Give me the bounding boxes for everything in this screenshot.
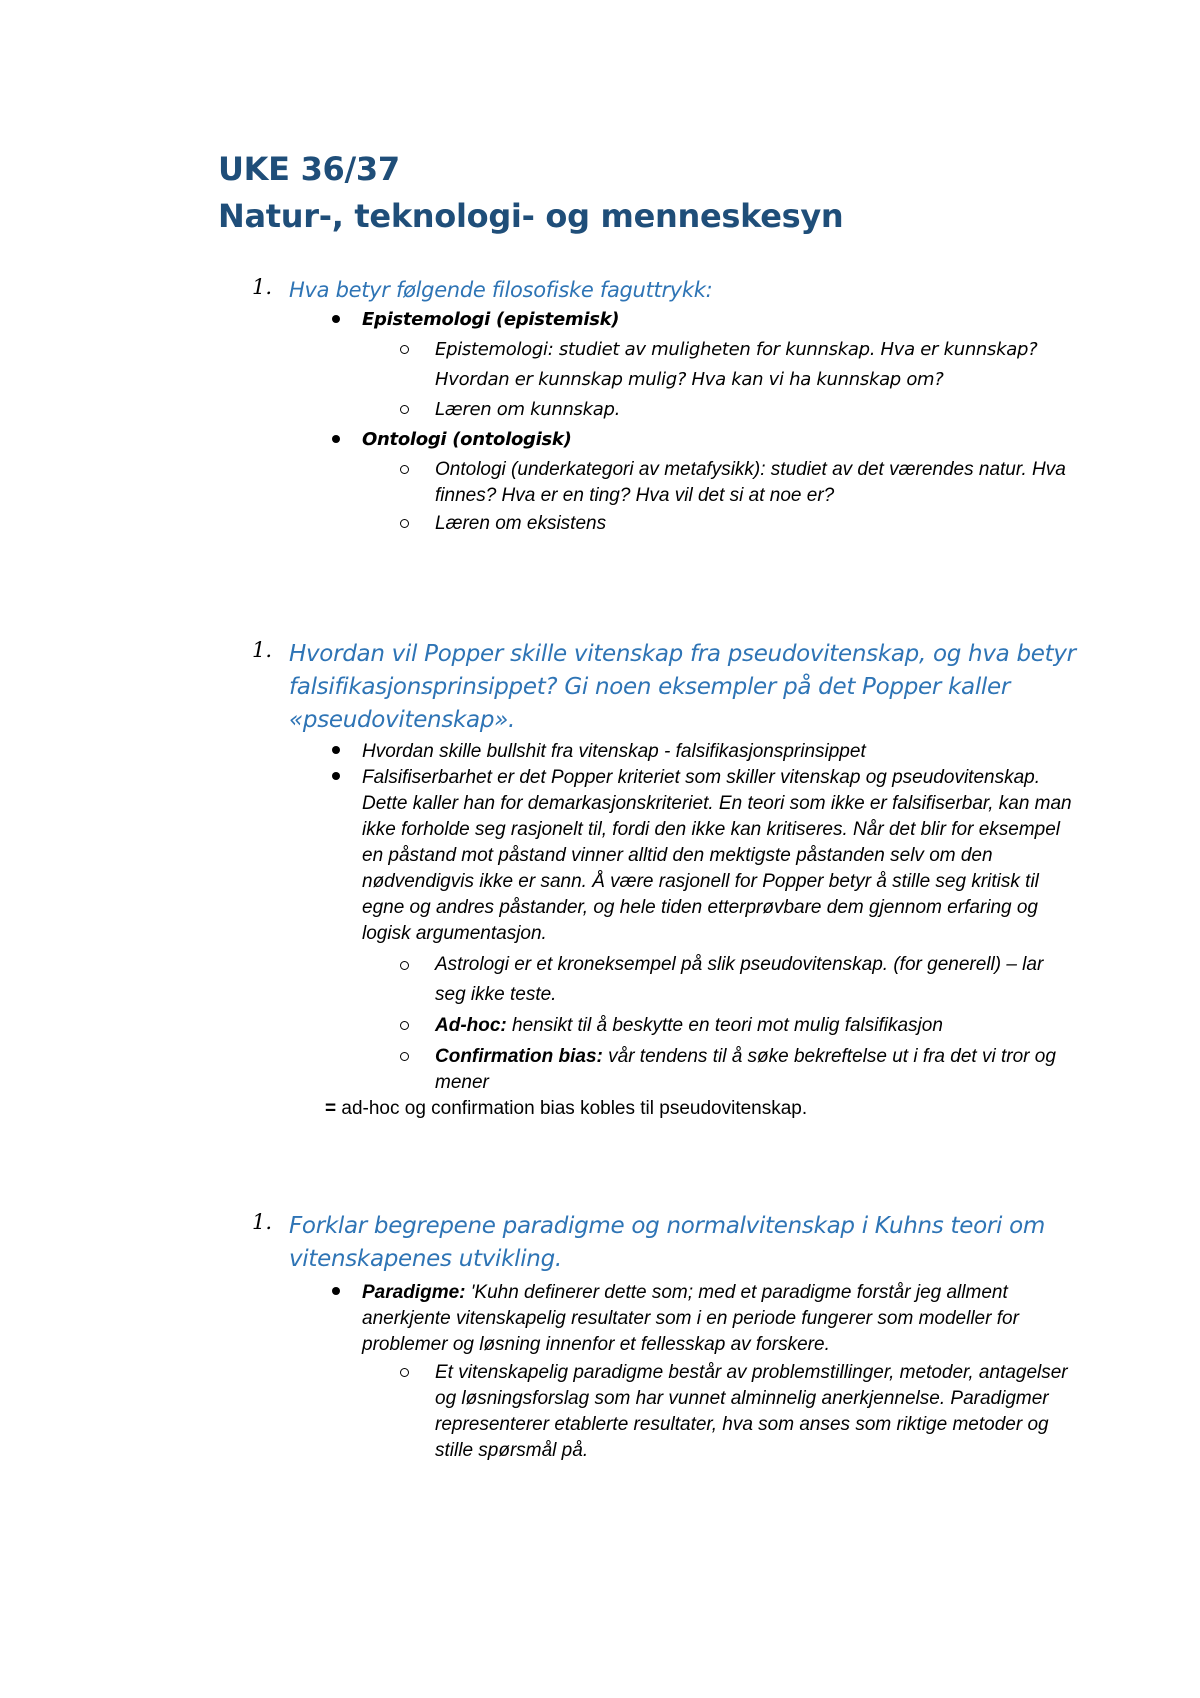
bullet-icon [332, 746, 340, 754]
conclusion-text: ad-hoc og confirmation bias kobles til pseudovitenskap. [336, 1098, 808, 1119]
sub-list-item [435, 395, 1075, 425]
section-kuhn [0, 1210, 1200, 1464]
list-number: 1. [252, 1210, 273, 1234]
sub-list-item [435, 1360, 1075, 1464]
bullet-text: 'Kuhn definerer dette som; med et paradigme forstår jeg allment anerkjente vitenskapelig resultater som i en periode fungerer som modeller for problemer og løsning innenfor et fellesskap av forskere. [362, 1282, 1019, 1355]
circle-bullet-icon [400, 519, 409, 528]
list-item [362, 1280, 1082, 1358]
bullet-text: Hvordan skille bullshit fra vitenskap - falsifikasjonsprinsippet [362, 741, 866, 762]
list-item [362, 765, 1082, 947]
sub-list-item [435, 1044, 1075, 1096]
sub-list-item [435, 457, 1075, 509]
definition-text: Epistemologi: studiet av muligheten for kunnskap. Hva er kunnskap? Hvordan er kunnskap mulig? Hva kan vi ha kunnskap om? [435, 339, 1038, 390]
sub-bullet-text: Et vitenskapelig paradigme består av problemstillinger, metoder, antagelser og løsningsforslag som har vunnet alminnelig anerkjennelse. Paradigmer representerer etablerte resultater, hva som anses som riktige metoder og stille spørsmål på. [435, 1362, 1068, 1461]
circle-bullet-icon [400, 961, 409, 970]
circle-bullet-icon [400, 345, 409, 354]
sub-list-item [435, 511, 1075, 537]
section-faguttrykk [0, 275, 1200, 537]
question-heading: Hvordan vil Popper skille vitenskap fra pseudovitenskap, og hva betyr falsifikasjonsprinsippet? Gi noen eksempler på det Popper kaller «pseudovitenskap». [289, 641, 1076, 733]
list-item [362, 305, 1082, 335]
list-number: 1. [252, 638, 273, 662]
question-row [0, 1210, 1200, 1276]
list-number: 1. [252, 275, 273, 299]
bullet-icon [332, 315, 340, 323]
question-heading: Forklar begrepene paradigme og normalvitenskap i Kuhns teori om vitenskapenes utvikling. [289, 1213, 1045, 1272]
bullet-text: Falsifiserbarhet er det Popper kriteriet som skiller vitenskap og pseudovitenskap. Dette kaller han for demarkasjonskriteriet. En teori som ikke er falsifiserbar, kan man ikke forholde seg rasjonelt til, fordi den ikke kan kritiseres. Når det blir for eksempel en påstand mot påstand vinner alltid den mektigste påstanden selv om den nødvendigvis ikke er sann. Å være rasjonell for Popper betyr å stille seg kritisk til egne og andres påstander, og hele tiden etterprøvbare dem gjennom erfaring og logisk argumentasjon. [362, 767, 1072, 944]
section-popper [0, 638, 1200, 1122]
list-item [362, 739, 1082, 765]
term-label: Ontologi (ontologisk) [362, 429, 572, 450]
document-title-topic: Natur-, teknologi- og menneskesyn [218, 197, 844, 235]
circle-bullet-icon [400, 405, 409, 414]
circle-bullet-icon [400, 465, 409, 474]
document-title-week: UKE 36/37 [218, 150, 400, 188]
conclusion-line [325, 1096, 1200, 1122]
equals-symbol: = [325, 1098, 337, 1119]
circle-bullet-icon [400, 1368, 409, 1377]
list-item [362, 425, 1082, 455]
definition-text: Ontologi (underkategori av metafysikk): studiet av det værendes natur. Hva finnes? Hva er en ting? Hva vil det si at noe er? [435, 459, 1066, 506]
question-heading: Hva betyr følgende filosofiske faguttrykk: [289, 278, 713, 302]
term-label: Paradigme: [362, 1282, 466, 1303]
term-label: Ad-hoc: [435, 1015, 507, 1036]
sub-list-item [435, 950, 1075, 1010]
bullet-icon [332, 435, 340, 443]
bullet-icon [332, 772, 340, 780]
sub-list-item [435, 1013, 1075, 1039]
sub-bullet-text: vår tendens til å søke bekreftelse ut i fra det vi tror og mener [435, 1046, 1056, 1093]
sub-bullet-text: Astrologi er et kroneksempel på slik pseudovitenskap. (for generell) – lar seg ikke teste. [435, 954, 1044, 1005]
sub-bullet-text: hensikt til å beskytte en teori mot mulig falsifikasjon [506, 1015, 943, 1036]
circle-bullet-icon [400, 1021, 409, 1030]
question-row [0, 638, 1200, 737]
bullet-icon [332, 1287, 340, 1295]
term-label: Confirmation bias: [435, 1046, 603, 1067]
circle-bullet-icon [400, 1052, 409, 1061]
question-row [0, 275, 1200, 305]
definition-text: Læren om kunnskap. [435, 399, 621, 420]
sub-list-item [435, 335, 1075, 395]
definition-text: Læren om eksistens [435, 513, 607, 534]
term-label: Epistemologi (epistemisk) [362, 309, 620, 330]
